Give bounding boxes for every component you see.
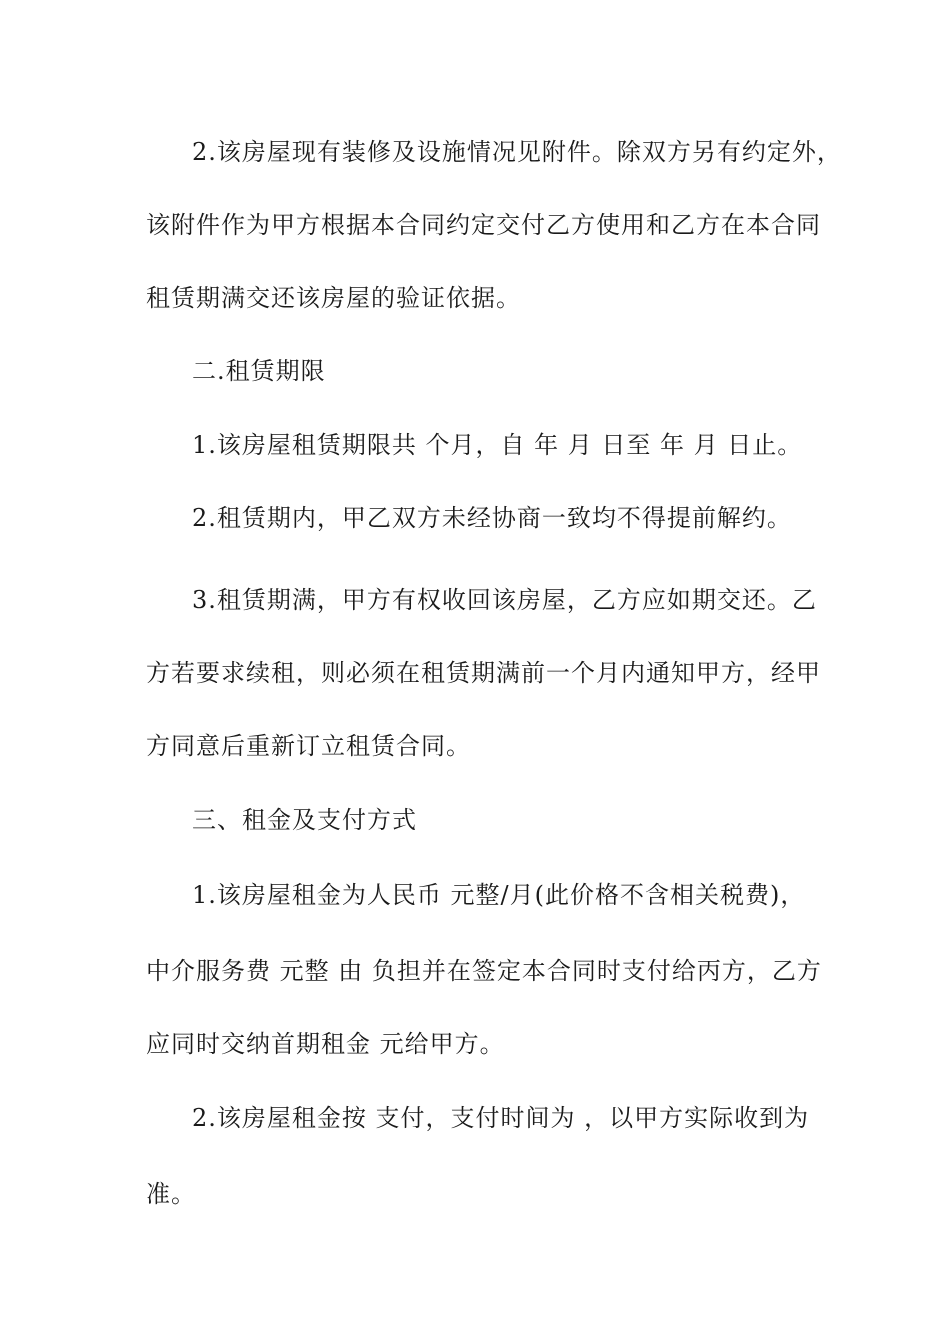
paragraph-line: 准。 (146, 1180, 196, 1208)
paragraph-line: 2.租赁期内，甲乙双方未经协商一致均不得提前解约。 (192, 504, 792, 532)
section-heading: 二.租赁期限 (192, 357, 326, 385)
paragraph-line: 方同意后重新订立租赁合同。 (146, 732, 471, 760)
paragraph-line: 1.该房屋租金为人民币 元整/月(此价格不含相关税费)， (192, 881, 806, 909)
paragraph-line: 应同时交纳首期租金 元给甲方。 (146, 1030, 505, 1058)
paragraph-line: 该附件作为甲方根据本合同约定交付乙方使用和乙方在本合同 (146, 211, 821, 239)
paragraph-line: 2.该房屋现有装修及设施情况见附件。除双方另有约定外， (192, 138, 842, 166)
paragraph-line: 2.该房屋租金按 支付，支付时间为 ，以甲方实际收到为 (192, 1104, 810, 1132)
paragraph-line: 方若要求续租，则必须在租赁期满前一个月内通知甲方，经甲 (146, 659, 821, 687)
paragraph-line: 1.该房屋租赁期限共 个月，自 年 月 日至 年 月 日止。 (192, 431, 803, 459)
paragraph-line: 租赁期满交还该房屋的验证依据。 (146, 284, 521, 312)
paragraph-line: 中介服务费 元整 由 负担并在签定本合同时支付给丙方，乙方 (146, 957, 822, 985)
section-heading: 三、租金及支付方式 (192, 806, 417, 834)
paragraph-line: 3.租赁期满，甲方有权收回该房屋，乙方应如期交还。乙 (192, 586, 817, 614)
